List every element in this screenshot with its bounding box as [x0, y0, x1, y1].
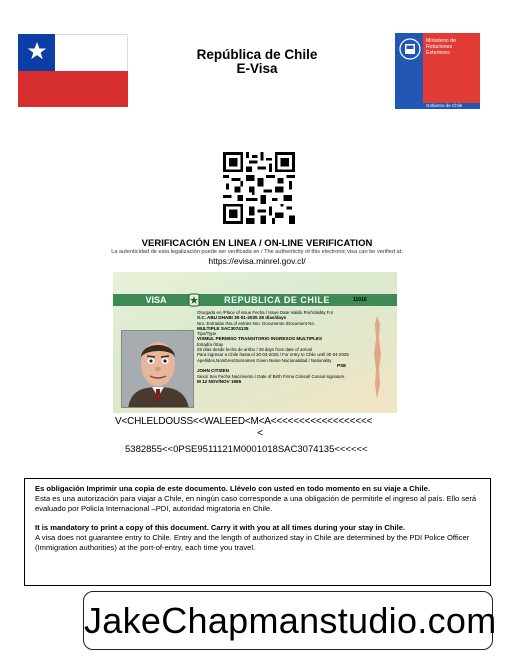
- document-title: [180, 48, 334, 76]
- coat-of-arms-icon: [185, 292, 203, 308]
- mrz-line-2: <: [257, 428, 263, 439]
- field-value-stay: 28 días desde fecha de arribo / 28 days from date of arrival: [197, 347, 312, 353]
- qr-code: [223, 152, 295, 224]
- ministry-line-3: Exteriores: [426, 50, 450, 57]
- star-icon: [27, 41, 47, 61]
- field-labels-entries: Nro. Entradas /No.of entries Nro. Documento /Document No.: [197, 320, 316, 326]
- watermark: JakeChapmanstudio.com: [83, 591, 493, 650]
- field-labels-name: Apellidos,Nombres/Surnames Given Name Nacionalidad / Nationality: [197, 357, 332, 363]
- chile-flag: [18, 34, 128, 107]
- visa-fields: [197, 310, 349, 384]
- verification-url[interactable]: https://evisa.minrel.gov.cl/: [208, 256, 306, 266]
- field-values-issue: S.C. ABU DHABI 30-01-2025 28 días/days: [197, 315, 287, 321]
- notice-box: [24, 478, 491, 586]
- republic-label: REPUBLICA DE CHILE: [224, 295, 330, 305]
- field-values-entries: MULTIPLE SAC3074135: [197, 325, 249, 331]
- coat-of-arms-icon: [397, 36, 423, 62]
- title-line-1: República de Chile: [196, 47, 318, 62]
- ministry-logo: [395, 33, 480, 109]
- mrz-line-1: V<CHLELDOUSS<<WALEED<M<A<<<<<<<<<<<<<<<<<<: [115, 416, 373, 427]
- notice-en-bold: It is mandatory to print a copy of this document. Carry it with you at all times during your stay in Chile.: [35, 522, 406, 532]
- mrz-line-3: 5382855<<0PSE9511121M0001018SAC3074135<<<<<<: [125, 444, 368, 455]
- verification-subtitle: La autenticidad de esta legalización puede ser verificada en / The authenticity of this electronic visa can be verified at:: [111, 249, 403, 255]
- notice-en-text: A visa does not guarantee entry to Chile. Entry and the length of authorized stay in Chile are determined by the PDI Police Officer (Immigration authorities) at the port-of-entry, each time you travel.: [35, 532, 470, 553]
- field-values-sex: M 12 NOV/NOV 1985: [197, 378, 242, 384]
- visa-label: VISA: [145, 295, 167, 305]
- ministry-line-2: Relaciones: [426, 44, 453, 51]
- field-entry-until: Para ingresar a Chile hasta el 30-04-2025 / For entry to Chile until 30-04-2025: [197, 352, 349, 358]
- title-line-2: E-Visa: [236, 61, 278, 76]
- notice-es-bold: Es obligación Imprimir una copia de este documento. Llévelo con usted en todo momento en su viaje a Chile.: [35, 484, 430, 493]
- notice-es-text: Esta es una autorización para viajar a Chile, en ningún caso corresponde a una obligación de permitirle el ingreso al país. Ello será evaluado por Policía Internacional –PDI, autoridad migratoria en Chile.: [35, 494, 477, 514]
- field-label-stay: Estadía /Stay: [197, 341, 224, 347]
- ministry-line-1: Ministerio de: [426, 38, 457, 44]
- chile-map-icon: [368, 314, 386, 404]
- field-labels-issue: Otorgada en /Place of issue Fecha / Issue Date Valido Por/Validity For: [197, 310, 334, 315]
- field-value-nationality: PSE: [337, 362, 347, 368]
- visa-doc-number: 11016: [353, 297, 367, 303]
- field-value-name: JOHN CITIZEN: [197, 368, 229, 374]
- field-labels-sex: Sexo/ Sex Fecha Nacimiento / Date of Birth Firma Cónsul/ Consul signature: [197, 373, 345, 379]
- field-label-type: Tipo/Type: [197, 331, 217, 337]
- holder-photo: [121, 330, 194, 408]
- verification-title: VERIFICACIÓN EN LINEA / ON-LINE VERIFICATION: [141, 238, 373, 249]
- ministry-footer: Gobierno de Chile: [426, 103, 463, 108]
- field-value-type: VISMUL PERMISO TRANSITORIO INGRESOS MULTIPLES: [197, 336, 323, 342]
